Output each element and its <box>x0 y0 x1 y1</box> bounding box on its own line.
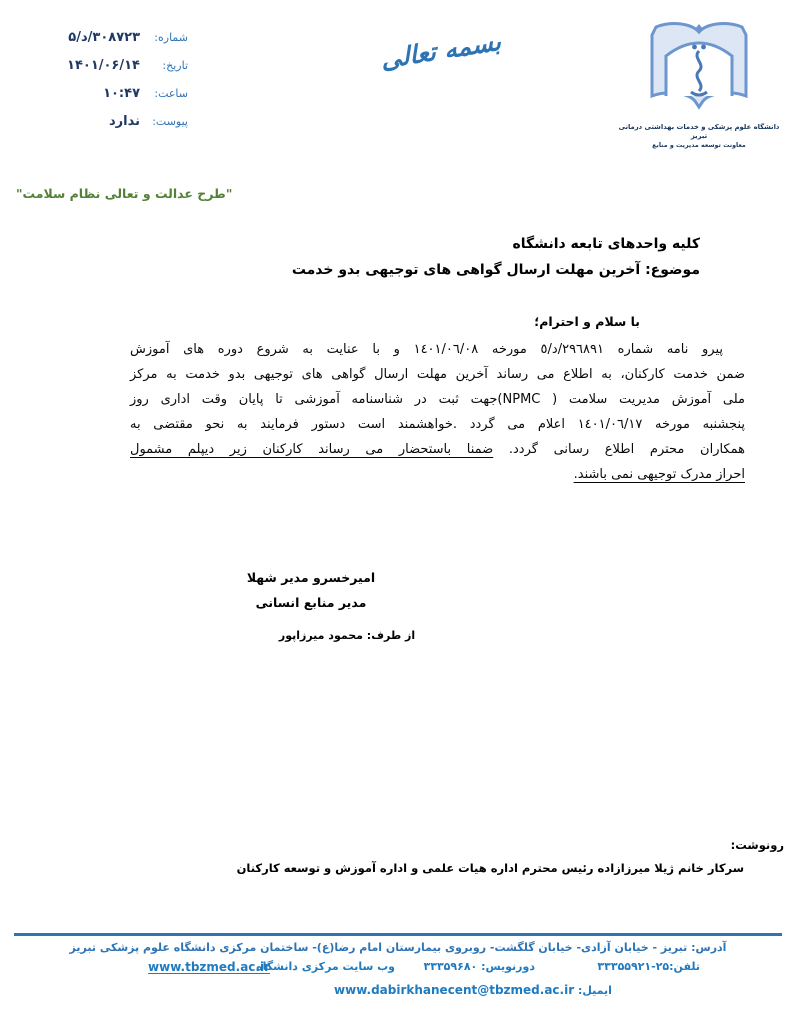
footer-email-address: www.dabirkhanecent@tbzmed.ac.ir <box>334 983 575 997</box>
body-line-6 <box>130 462 745 487</box>
letter-body <box>130 337 745 487</box>
body-line-5-plain: همکاران محترم اطلاع رسانی گردد. <box>493 442 745 457</box>
attachment-label: پیوست: <box>152 115 188 128</box>
logo-caption-university: دانشگاه علوم پزشکی و خدمات بهداشتی درمانی تبریز <box>618 123 780 140</box>
meta-row-attachment <box>20 114 188 129</box>
cc-recipient-line: سرکار خانم ژیلا میرزازاده رئیس محترم اداره هیات علمی و اداره آموزش و توسعه کارکنان <box>236 861 744 875</box>
meta-row-number <box>20 30 188 45</box>
body-line-2: ضمن خدمت کارکنان، به اطلاع می رساند آخرین مهلت ارسال گواهی های توجیهی بدو خدمت به مرکز <box>130 367 745 382</box>
body-line-5-underlined: ضمنا باستحضار می رساند کارکنان زیر دیپلم مشمول <box>130 442 494 457</box>
footer-phone: تلفن:۲۵-۳۳۳۵۵۹۲۱ <box>597 960 700 973</box>
footer-fax: دورنویس: ۳۳۳۵۹۶۸۰ <box>423 960 535 973</box>
body-line-6-underlined: احراز مدرک توجیهی نمی باشند. <box>573 467 745 482</box>
meta-row-date <box>20 58 188 73</box>
footer-address: آدرس: تبریز - خیابان آزادی- خیابان گلگشت- روبروی بیمارستان امام رضا(ع)- ساختمان مرکزی دانشگاه علوم پزشکی تبریز <box>69 941 727 954</box>
subject-line: موضوع: آخرین مهلت ارسال گواهی های توجیهی بدو خدمت <box>291 262 700 278</box>
footer-divider <box>14 933 782 936</box>
university-emblem-icon <box>641 20 757 116</box>
number-label: شماره: <box>154 31 188 44</box>
signer-title: مدیر منابع انسانی <box>255 595 367 610</box>
salutation-line: با سلام و احترام؛ <box>534 314 640 329</box>
body-line-1: پیرو نامه شماره ٢٩٦٨٩١/د/٥ مورخه ١٤٠١/٠٦/٠٨ و با عنایت به شروع دوره های آموزش <box>130 342 723 357</box>
letter-metadata <box>20 30 188 142</box>
footer-email-label: ایمیل: <box>577 984 612 997</box>
body-line-4: پنجشنبه مورخه ١٤٠١/٠٦/١٧ اعلام می گردد .خواهشمند است دستور فرمایند به نحو مقتضی به <box>130 417 745 432</box>
attachment-value: ندارد <box>108 114 140 129</box>
time-value: ۱۰:۴۷ <box>103 86 140 101</box>
date-value: ۱۴۰۱/۰۶/۱۴ <box>67 58 140 73</box>
footer-email-line <box>150 983 796 997</box>
body-line-5 <box>130 437 745 462</box>
date-label: تاریخ: <box>162 59 188 72</box>
number-value: ۳۰۸۷۲۳/د/۵ <box>68 30 140 45</box>
signed-on-behalf: از طرف: محمود میرزاپور <box>278 629 416 642</box>
university-logo <box>616 20 782 150</box>
meta-row-time <box>20 86 188 101</box>
logo-caption-deputy: معاونت توسعه مدیریت و منابع <box>652 142 746 149</box>
signer-name: امیرخسرو مدیر شهلا <box>246 570 376 585</box>
footer-website-label: وب سایت مرکزی دانشگاه <box>256 960 395 973</box>
besmele-calligraphy: بسمه تعالی <box>380 26 502 75</box>
footer-website-link[interactable]: www.tbzmed.ac.ir <box>148 960 270 974</box>
time-label: ساعت: <box>154 87 188 100</box>
recipient-line: کلیه واحدهای تابعه دانشگاه <box>512 236 700 252</box>
health-plan-slogan: "طرح عدالت و تعالی نظام سلامت" <box>16 186 233 201</box>
signature-block <box>222 570 400 610</box>
body-line-3: ملی آموزش مدیریت سلامت ( NPMC)جهت ثبت در شناسنامه آموزشی تا پایان وقت اداری روز <box>130 392 745 407</box>
cc-label: رونوشت: <box>730 838 784 852</box>
